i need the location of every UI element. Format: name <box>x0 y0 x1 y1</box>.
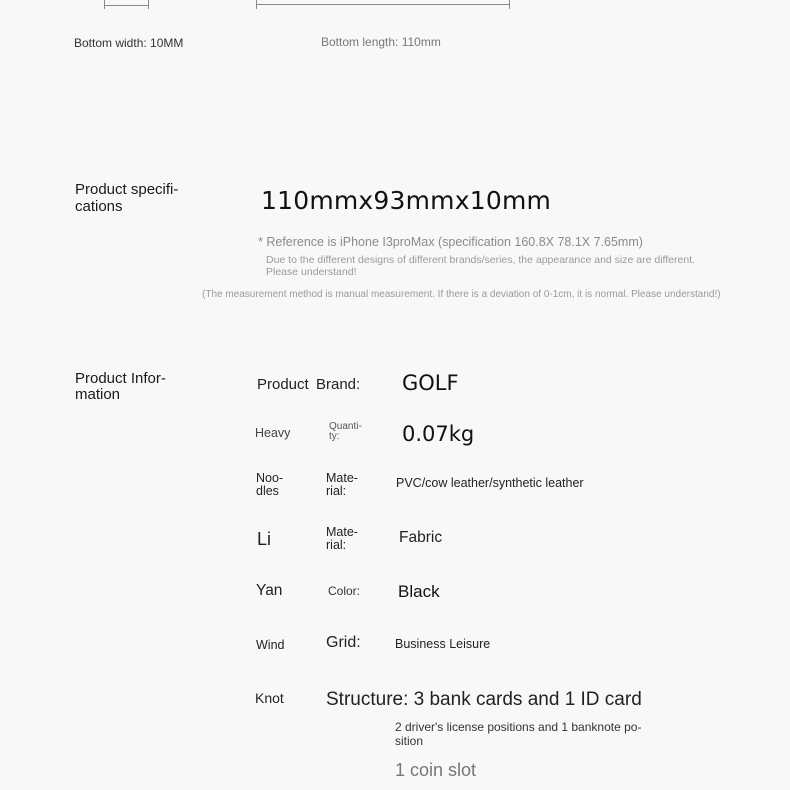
bottom-width-label: Bottom width: 10MM <box>74 36 184 50</box>
face-material-label <box>326 472 371 497</box>
specifications-title-text: Product specifi- cations <box>75 181 179 215</box>
weight-label-a: Heavy <box>255 426 291 440</box>
specifications-title <box>75 181 215 215</box>
information-title <box>75 371 195 403</box>
face-material-label-text: Mate- rial: <box>326 471 358 498</box>
style-label-a: Wind <box>256 638 285 652</box>
width-dim-tick-right <box>148 0 149 9</box>
brand-value: GOLF <box>402 371 459 395</box>
weight-label-b <box>329 422 374 442</box>
lining-material-label-text: Mate- rial: <box>326 525 358 552</box>
product-size: 110mmx93mmx10mm <box>261 186 552 215</box>
structure-value-text: 2 driver's license positions and 1 banknote po- sition <box>395 720 642 748</box>
length-dim-tick-right <box>509 0 510 9</box>
structure-value-2: 1 coin slot <box>395 760 477 780</box>
weight-label-b-text: Quanti- ty: <box>329 421 362 442</box>
bottom-length-label: Bottom length: 110mm <box>321 35 441 49</box>
reference-note: * Reference is iPhone I3proMax (specification 160.8X 78.1X 7.65mm) <box>258 235 643 249</box>
style-value: Business Leisure <box>395 637 491 651</box>
information-title-text: Product Infor- mation <box>75 370 166 403</box>
width-dim-line <box>104 5 148 6</box>
design-note-line2: Please understand! <box>266 266 357 278</box>
weight-value: 0.07kg <box>402 422 475 446</box>
color-value: Black <box>398 582 440 601</box>
face-material-value: PVC/cow leather/synthetic leather <box>396 476 584 490</box>
structure-value <box>395 720 665 748</box>
measurement-note: (The measurement method is manual measurement. If there is a deviation of 0-1cm, it is normal. Please understand!) <box>202 289 721 300</box>
lining-label-a: Li <box>257 529 272 549</box>
lining-material-label <box>326 526 371 551</box>
style-label-b: Grid: <box>326 634 361 651</box>
color-label-b: Color: <box>328 584 361 598</box>
structure-label-a: Knot <box>255 690 284 706</box>
brand-label-b: Brand: <box>316 376 361 393</box>
structure-label-b: Structure: 3 bank cards and 1 ID card <box>326 689 642 710</box>
design-note-line1: Due to the different designs of different brands/series, the appearance and size are different. <box>266 254 696 266</box>
brand-label-a: Product <box>257 376 309 393</box>
color-label-a: Yan <box>256 582 283 599</box>
face-label-a <box>256 472 294 497</box>
length-dim-line <box>256 4 509 5</box>
face-label-a-text: Noo- dles <box>256 471 284 498</box>
lining-material-value: Fabric <box>399 529 443 546</box>
